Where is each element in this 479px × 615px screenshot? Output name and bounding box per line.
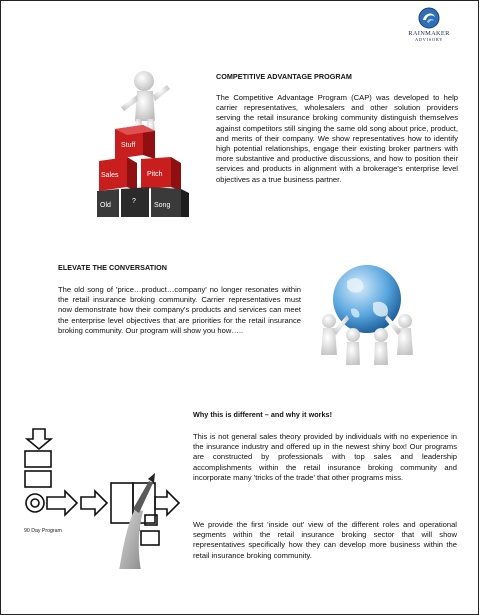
cube-label-old: Old <box>100 202 111 209</box>
section-body-cap: The Competitive Advantage Program (CAP) was developed to help carrier representatives, wholesalers and other solution providers serving the retail insurance broking community distinguish themselves against competitors still singing the same old song about price, product, and merits of their company. We show representatives how to identify high potential relationships, engage their existing broker partners with more substantive and productive discussions, and how to position their services and products in alignment with a brokerage's enterprise level objectives as a true business partner. <box>216 93 458 184</box>
rainmaker-swirl-logo-icon <box>418 7 440 29</box>
section-body-why-different-1: This is not general sales theory provided by individuals with no experience in the insurance industry and offered up in the newest shiny box! Our programs are constructed by professionals with top sales and leadership accomplishments within the retail insurance broking community and incorporate many 'tricks of the trade' that other programs miss. <box>193 432 457 482</box>
cube-label-pitch: Pitch <box>147 171 163 178</box>
section-title-cap: COMPETITIVE ADVANTAGE PROGRAM <box>216 72 352 81</box>
section-body-why-different-2: We provide the first 'inside out' view of the different roles and operational segments within the retail insurance broking sector that will show representatives specifically how they can develop more business within the retail insurance broking community. <box>193 520 457 560</box>
brand-name: RAINMAKER <box>408 30 450 37</box>
brand-subtitle: ADVISORY <box>414 37 444 42</box>
stick-figure-on-cubes-icon <box>97 67 201 219</box>
flowchart-caption: 90 Day Program <box>24 528 62 534</box>
cube-label-stuff: Stuff <box>121 142 136 149</box>
section-title-why-different: Why this is different – and why it works! <box>193 410 333 419</box>
rainmaker-logo <box>399 7 459 42</box>
cube-label-sales: Sales <box>101 172 119 179</box>
hand-drawing-flowchart-icon <box>15 421 183 569</box>
cube-label-question: ? <box>132 198 136 205</box>
figures-holding-globe-icon <box>303 259 431 371</box>
cube-label-song: Song <box>154 202 171 209</box>
section-title-elevate: ELEVATE THE CONVERSATION <box>58 263 168 272</box>
section-body-elevate: The old song of 'price…product…company' no longer resonates within the retail insurance broking community. Carrier representatives must now demonstrate how their company's products and services can meet the enterprise level objectives that are priorities for the retail insurance broking community. Our program will show you how….. <box>58 285 301 335</box>
